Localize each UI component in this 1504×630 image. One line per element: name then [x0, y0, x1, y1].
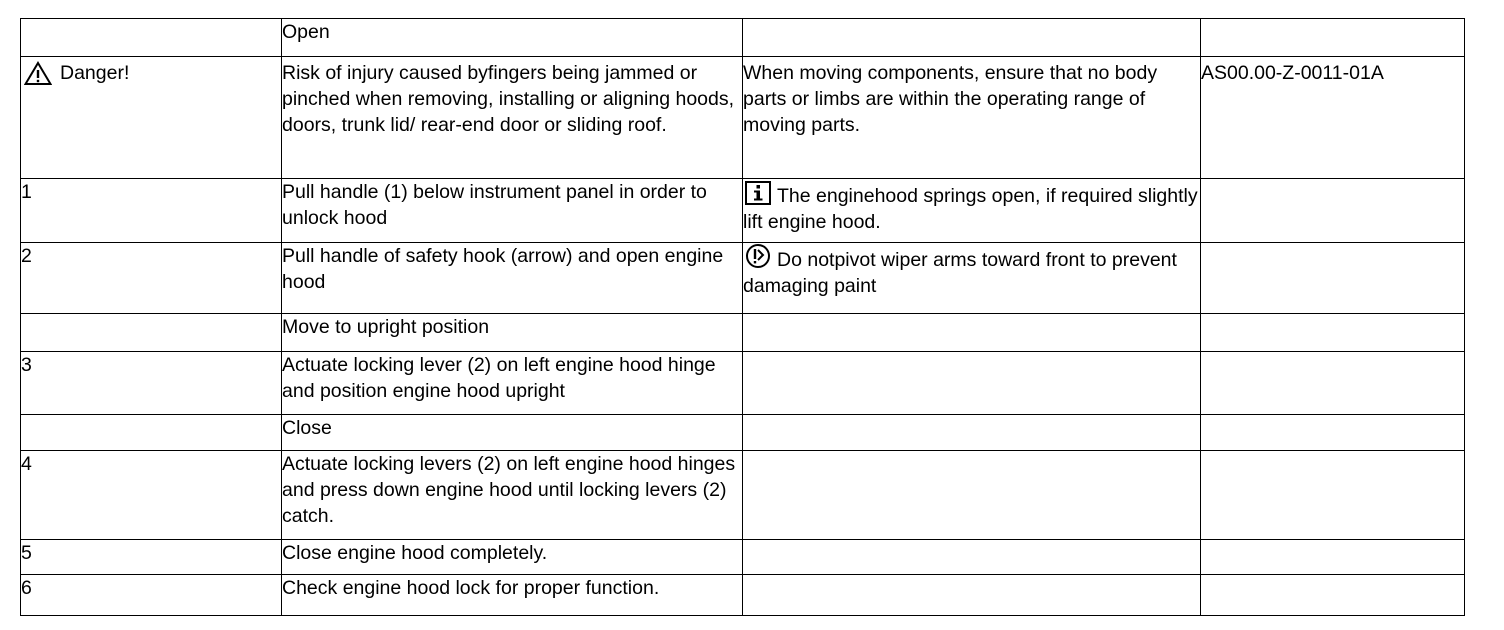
code-cell	[1201, 415, 1465, 451]
section-heading-open: Open	[282, 19, 743, 57]
table-row	[21, 57, 1465, 179]
code-cell	[1201, 19, 1465, 57]
table-row	[21, 352, 1465, 415]
step-number: 4	[21, 451, 282, 540]
step-text: Actuate locking levers (2) on left engine hood hinges and press down engine hood until locking levers (2) catch.	[282, 451, 743, 540]
table-row	[21, 451, 1465, 540]
note-cell	[743, 415, 1201, 451]
table-row	[21, 575, 1465, 616]
step-cell	[21, 415, 282, 451]
step-number: 5	[21, 540, 282, 575]
step-number: 3	[21, 352, 282, 415]
note-cell	[743, 352, 1201, 415]
caution-icon	[745, 243, 771, 269]
step-cell	[21, 314, 282, 352]
section-heading-upright: Move to upright position	[282, 314, 743, 352]
danger-note: When moving components, ensure that no body parts or limbs are within the operating range of moving parts.	[743, 57, 1201, 179]
warning-triangle-icon	[24, 61, 52, 86]
step-text: Pull handle (1) below instrument panel in order to unlock hood	[282, 179, 743, 243]
info-note-cell	[743, 179, 1201, 243]
step-text: Close engine hood completely.	[282, 540, 743, 575]
step-text: Actuate locking lever (2) on left engine hood hinge and position engine hood upright	[282, 352, 743, 415]
danger-text: Risk of injury caused byfingers being jammed or pinched when removing, installing or aligning hoods, doors, trunk lid/ rear-end door or sliding roof.	[282, 57, 743, 179]
table-row	[21, 540, 1465, 575]
table-row	[21, 179, 1465, 243]
table-row	[21, 314, 1465, 352]
step-cell	[21, 19, 282, 57]
note-cell	[743, 451, 1201, 540]
danger-label: Danger!	[60, 62, 130, 84]
section-heading-close: Close	[282, 415, 743, 451]
danger-cell	[21, 57, 282, 179]
table-row	[21, 415, 1465, 451]
procedure-table	[20, 18, 1465, 616]
code-cell	[1201, 352, 1465, 415]
step-number: 1	[21, 179, 282, 243]
table-row	[21, 243, 1465, 314]
code-cell	[1201, 314, 1465, 352]
code-cell	[1201, 243, 1465, 314]
caution-note-text: Do notpivot wiper arms toward front to prevent damaging paint	[743, 249, 1177, 297]
code-cell	[1201, 179, 1465, 243]
note-cell	[743, 540, 1201, 575]
code-cell	[1201, 451, 1465, 540]
note-cell	[743, 314, 1201, 352]
code-cell	[1201, 540, 1465, 575]
info-icon	[745, 181, 771, 205]
step-number: 6	[21, 575, 282, 616]
caution-note-cell	[743, 243, 1201, 314]
note-cell	[743, 19, 1201, 57]
code-cell	[1201, 575, 1465, 616]
document-code: AS00.00-Z-0011-01A	[1201, 57, 1465, 179]
step-text: Pull handle of safety hook (arrow) and open engine hood	[282, 243, 743, 314]
note-cell	[743, 575, 1201, 616]
step-text: Check engine hood lock for proper function.	[282, 575, 743, 616]
table-row	[21, 19, 1465, 57]
info-note-text: The enginehood springs open, if required slightly lift engine hood.	[743, 185, 1198, 233]
step-number: 2	[21, 243, 282, 314]
